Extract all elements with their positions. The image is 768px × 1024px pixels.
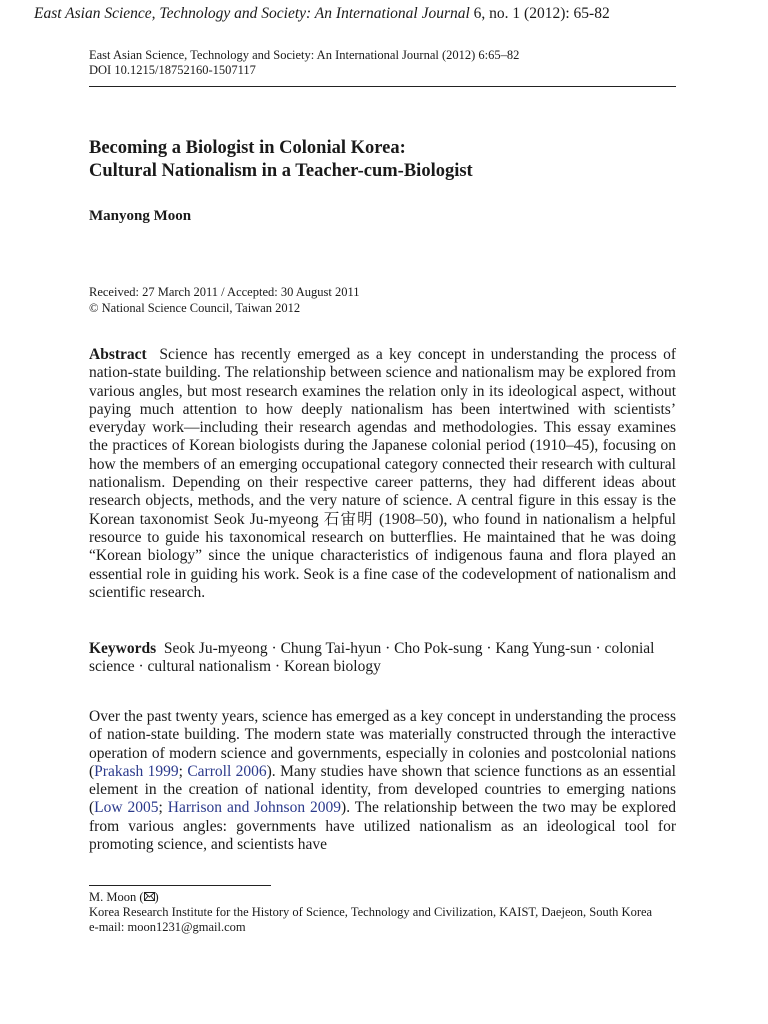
keywords-label: Keywords (89, 640, 157, 657)
footnote-email[interactable]: e-mail: moon1231@gmail.com (89, 920, 246, 934)
footnote-author-end: ) (154, 890, 159, 904)
body-text-2: ). Many studies have shown that science functions as an essential element in the creation of national identity, from developed countries to emerging nations ( (89, 762, 676, 817)
footnote-affiliation: Korea Research Institute for the History of Science, Technology and Civilization, KAIST, Daejeon, South Korea (89, 905, 653, 919)
reference-link-carroll[interactable]: Carroll 2006 (187, 762, 267, 780)
received-date: Received: 27 March 2011 / Accepted: 30 August 2011 (89, 285, 360, 299)
reference-link-harrison-johnson[interactable]: Harrison and Johnson 2009 (167, 799, 342, 817)
abstract-label: Abstract (89, 346, 147, 363)
body-text-3: ). The relationship between the two may be explored from various angles: governments have utilized nationalism as an ideological tool for promoting science, and scientists have (89, 799, 676, 854)
abstract-text: Science has recently emerged as a key concept in understanding the process of nation-state building. The relationship between science and nationalism may be explored from various angles, but most research examines the relation only in its ideological aspect, without paying much attention to how deeply nationalism has been intertwined with scientists’ everyday work—including their research agendas and methodologies. This essay examines the practices of Korean biologists during the Japanese colonial period (1910–45), focusing on how the members of an emerging occupational category connected their research with cultural nationalism. Depending on their respective career patterns, they had different ideas about research objects, methods, and the very nature of science. A central figure in this essay is the Korean taxonomist Seok Ju-myeong 石宙明 (1908–50), who found in nationalism a helpful resource to guide his taxonomical research on butterflies. He maintained that he was doing “Korean biology” since the unique characteristics of indigenous fauna and flora played an essential role in guiding his work. Seok is a fine case of the codevelopment of nationalism and scientific research. (89, 346, 677, 601)
reference-link-prakash[interactable]: Prakash 1999 (94, 762, 179, 780)
doi: DOI 10.1215/18752160-1507117 (89, 63, 256, 77)
footnote (89, 890, 679, 935)
keywords (89, 640, 676, 677)
title-line-1: Becoming a Biologist in Colonial Korea: (89, 138, 406, 158)
keywords-text: Seok Ju-myeong · Chung Tai-hyun · Cho Pok-sung · Kang Yung-sun · colonial science · cultural nationalism · Korean biology (89, 640, 655, 676)
copyright-line: © National Science Council, Taiwan 2012 (89, 301, 301, 315)
article-dates (89, 284, 360, 316)
footnote-author (89, 890, 679, 905)
footnote-author-name: M. Moon ( (89, 890, 144, 904)
author-name: Manyong Moon (89, 208, 192, 224)
ref-separator-2: ; (158, 799, 168, 817)
body-paragraph (89, 708, 676, 854)
citation-header (34, 5, 754, 23)
body-text-1: Over the past twenty years, science has emerged as a key concept in understanding the process of nation-state building. The modern state was materially constructed through the interactive operation of modern science and governments, especially in colonies and postcolonial nations ( (89, 708, 676, 780)
envelope-icon (144, 892, 155, 903)
footnote-rule (89, 885, 271, 886)
journal-line: East Asian Science, Technology and Society: An International Journal (2012) 6:65–82 (89, 48, 520, 62)
reference-link-low[interactable]: Low 2005 (94, 799, 159, 817)
header-rule (89, 86, 676, 87)
ref-separator-1: ; (178, 762, 188, 780)
citation-volume: 6, no. 1 (2012): 65-82 (473, 5, 610, 22)
citation-journal: East Asian Science, Technology and Society: An International Journal (34, 5, 470, 22)
title-line-2: Cultural Nationalism in a Teacher-cum-Biologist (89, 161, 473, 181)
journal-info (89, 48, 519, 78)
article-title (89, 137, 679, 183)
abstract (89, 346, 676, 602)
